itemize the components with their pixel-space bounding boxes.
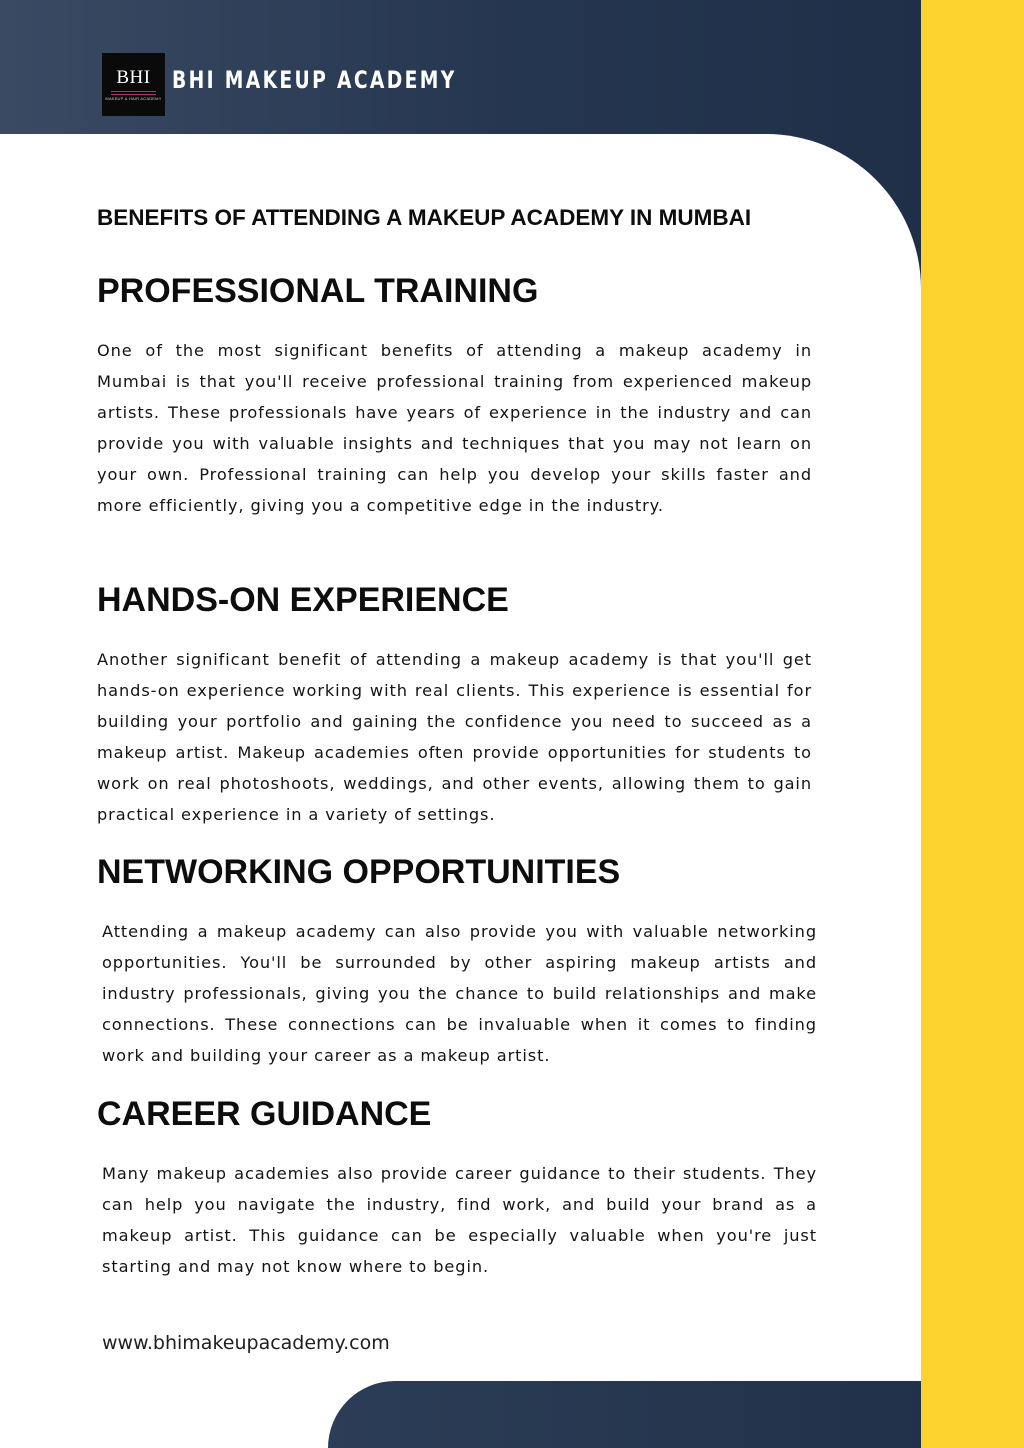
website-link[interactable]: www.bhimakeupacademy.com — [102, 1332, 390, 1354]
section-body-career-guidance: Many makeup academies also provide career guidance to their students. They can help you navigate the industry, find work, and build your brand as a makeup artist. This guidance can be especially valuable when you're just starting and may not know where to begin. — [102, 1164, 817, 1276]
section-heading-professional-training: PROFESSIONAL TRAINING — [97, 272, 539, 310]
section-body-professional-training: One of the most significant benefits of attending a makeup academy in Mumbai is that you'll receive professional training from experienced makeup artists. These professionals have years of experience in the industry and can provide you with valuable insights and techniques that you may not learn on your own. Professional training can help you develop your skills faster and more efficiently, giving you a competitive edge in the industry. — [97, 341, 812, 515]
section-heading-career-guidance: CAREER GUIDANCE — [97, 1095, 432, 1133]
section-heading-networking-opportunities: NETWORKING OPPORTUNITIES — [97, 853, 621, 891]
logo-divider — [111, 94, 156, 95]
logo-mark: BHI — [116, 67, 151, 88]
yellow-side-band — [921, 0, 1024, 1448]
document-title: BENEFITS OF ATTENDING A MAKEUP ACADEMY IN MUMBAI — [97, 205, 752, 230]
logo-divider — [111, 91, 156, 92]
brand-name: BHI MAKEUP ACADEMY — [172, 66, 457, 94]
section-body-hands-on-experience: Another significant benefit of attending a makeup academy is that you'll get hands-on experience working with real clients. This experience is essential for building your portfolio and gaining the confidence you need to succeed as a makeup artist. Makeup academies often provide opportunities for students to work on real photoshoots, weddings, and other events, allowing them to gain practical experience in a variety of settings. — [97, 650, 812, 824]
section-heading-hands-on-experience: HANDS-ON EXPERIENCE — [97, 581, 509, 619]
footer-band — [328, 1381, 921, 1448]
logo-subtext: MAKEUP & HAIR ACADEMY — [105, 96, 162, 101]
academy-logo — [102, 53, 165, 116]
section-body-networking-opportunities: Attending a makeup academy can also provide you with valuable networking opportunities. You'll be surrounded by other aspiring makeup artists and industry professionals, giving you the chance to build relationships and make connections. These connections can be invaluable when it comes to finding work and building your career as a makeup artist. — [102, 922, 817, 1065]
